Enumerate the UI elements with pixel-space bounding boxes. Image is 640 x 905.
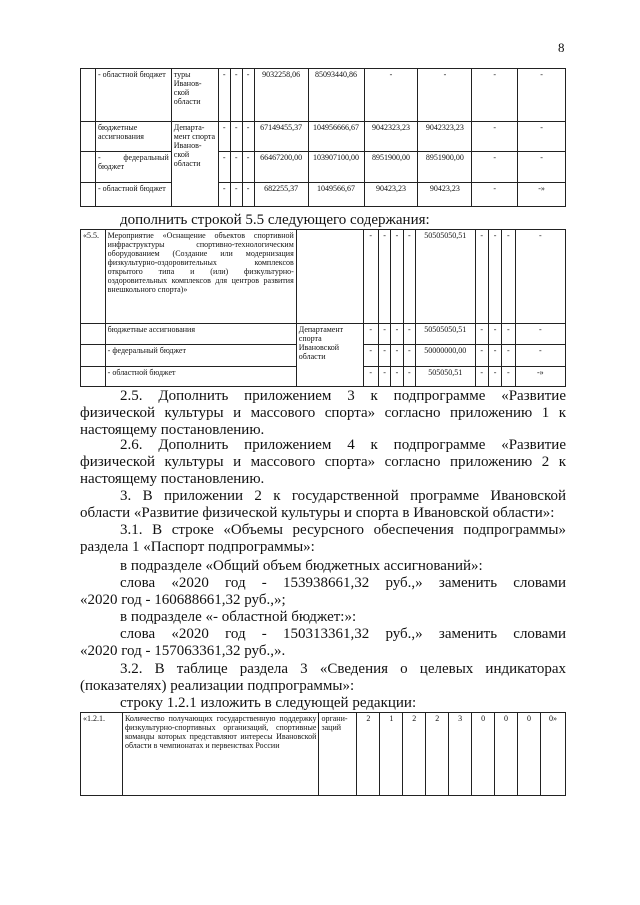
row-name: бюджетные ассигнования <box>95 122 171 152</box>
table-row: бюджетные ассигнования Департамент спорта Ивановской области - - - - 50505050,51 - - - - <box>81 324 566 345</box>
row-name: - областной бюджет <box>95 183 171 207</box>
paragraph-3-1: 3.1. В строке «Объемы ресурсного обеспечения подпрограммы» раздела 1 «Паспорт подпрограммы»: <box>80 522 566 556</box>
executor-cell: Департамент спорта Ивановской области <box>296 324 363 387</box>
paragraph-2-5: 2.5. Дополнить приложением 3 к подпрограмме «Развитие физической культуры и массового спорта» согласно приложению 1 к настоящему постановлению. <box>80 388 566 439</box>
replace-words-line-1b: «2020 год - 160688661,32 руб.,»; <box>80 592 286 608</box>
table-row: - областной бюджет - - - 682255,37 1049566,67 90423,23 90423,23 - -» <box>81 183 566 207</box>
row-name: - областной бюджет <box>95 69 171 122</box>
table-row: «5.5. Мероприятие «Оснащение объектов спортивной инфраструктуры спортивно-технологическим оборудованием (Создание или модернизация физкультурно-оздоровительных комплексов открытого типа и (или) физкультурно-оздоровительных комплексов для центров развития внешкольного спорта)» - - - - 50505050,51 - - - - <box>81 230 566 324</box>
replace-words-line-2b: «2020 год - 157063361,32 руб.,». <box>80 643 286 659</box>
executor-cell: туры Иванов-ской области <box>171 69 218 122</box>
subsection-total-line: в подразделе «Общий объем бюджетных ассигнований»: <box>120 558 483 574</box>
row-name: бюджетные ассигнования <box>105 324 296 345</box>
table-row: - федеральный бюджет - - - 66467200,00 103907100,00 8951900,00 8951900,00 - - <box>81 152 566 183</box>
heading-row-5-5: дополнить строкой 5.5 следующего содержания: <box>120 212 430 228</box>
row-1-2-1-line: строку 1.2.1 изложить в следующей редакции: <box>120 695 417 711</box>
indicator-name: Количество получающих государственную поддержку физкультурно-спортивных организаций, спортивные команды которых представляют интересы Ивановской области в чемпионатах и первенствах России <box>122 713 319 796</box>
row-name: - областной бюджет <box>105 367 296 387</box>
table-row: - областной бюджет - - - - 505050,51 - - - -» <box>81 367 566 387</box>
replace-words-line-1: слова «2020 год - 153938661,32 руб.,» заменить словами <box>120 575 566 591</box>
row-number: «1.2.1. <box>81 713 123 796</box>
executor-cell: Департа-мент спорта Иванов-ской области <box>171 122 218 207</box>
paragraph-3: 3. В приложении 2 к государственной программе Ивановской области «Развитие физической культуры и спорта в Ивановской области»: <box>80 488 566 522</box>
measure-name: Мероприятие «Оснащение объектов спортивной инфраструктуры спортивно-технологическим оборудованием (Создание или модернизация физкультурно-оздоровительных комплексов открытого типа и (или) физкультурно-оздоровительных комплексов для центров развития внешкольного спорта)» <box>105 230 296 324</box>
budget-table-continuation <box>80 68 566 207</box>
row-5-5-table <box>80 229 566 387</box>
paragraph-3-2: 3.2. В таблице раздела 3 «Сведения о целевых индикаторах (показателях) реализации подпрограммы»: <box>80 661 566 695</box>
table-row: «1.2.1. Количество получающих государственную поддержку физкультурно-спортивных организаций, спортивные команды которых представляют интересы Ивановской области в чемпионатах и первенствах России органи-заций 2 1 2 2 3 0 0 0 0» <box>81 713 566 796</box>
paragraph-2-6: 2.6. Дополнить приложением 4 к подпрограмме «Развитие физической культуры и массового спорта» согласно приложению 2 к настоящему постановлению. <box>80 437 566 488</box>
row-name: - федеральный бюджет <box>95 152 171 183</box>
unit-cell: органи-заций <box>319 713 357 796</box>
subsection-regional-line: в подразделе «- областной бюджет:»: <box>120 609 357 625</box>
indicator-table-row-1-2-1 <box>80 712 566 796</box>
page-number: 8 <box>558 40 565 55</box>
table-row: бюджетные ассигнования Департа-мент спорта Иванов-ской области - - - 67149455,37 104956666,67 9042323,23 9042323,23 - - <box>81 122 566 152</box>
table-row: - федеральный бюджет - - - - 50000000,00 - - - - <box>81 345 566 367</box>
replace-words-line-2: слова «2020 год - 150313361,32 руб.,» заменить словами <box>120 626 566 642</box>
table-row: - областной бюджет туры Иванов-ской области - - - 9032258,06 85093440,86 - - - - <box>81 69 566 122</box>
row-number: «5.5. <box>81 230 106 324</box>
row-name: - федеральный бюджет <box>105 345 296 367</box>
